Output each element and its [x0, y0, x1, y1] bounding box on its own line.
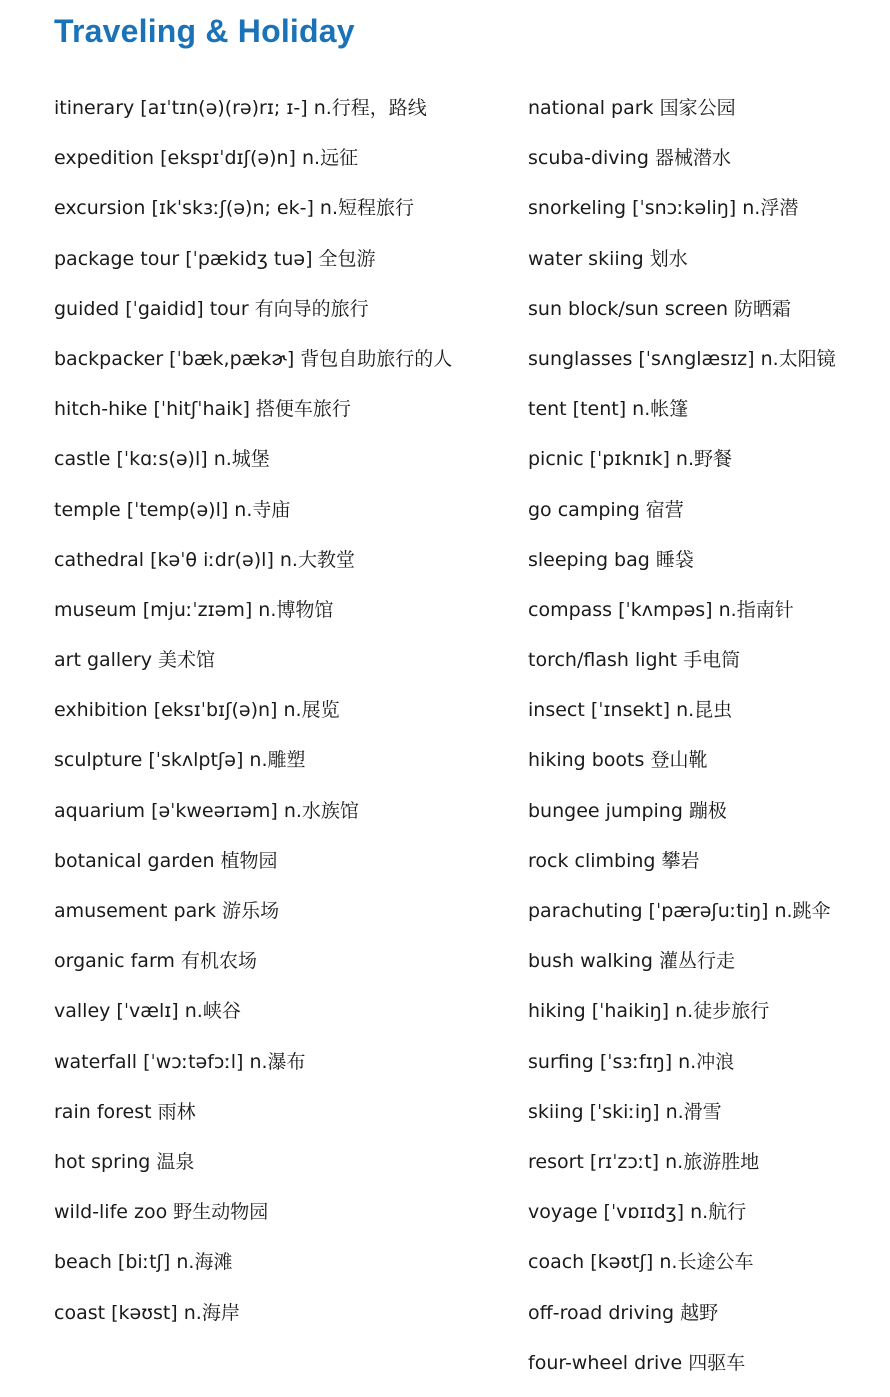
vocabulary-entry: package tour [ˈpækidʒ tuə] 全包游: [54, 247, 376, 270]
vocabulary-entry: hiking boots 登山靴: [528, 749, 708, 772]
vocabulary-list-left: [54, 92, 494, 1347]
vocabulary-entry: sun block/sun screen 防晒霜: [528, 297, 792, 320]
vocabulary-entry: go camping 宿营: [528, 498, 684, 521]
vocabulary-entry: guided [ˈgaidid] tour 有向导的旅行: [54, 297, 369, 320]
vocabulary-entry: resort [rɪˈzɔːt] n.旅游胜地: [528, 1150, 760, 1173]
vocabulary-entry: castle [ˈkɑːs(ə)l] n.城堡: [54, 448, 270, 471]
vocabulary-entry: sculpture [ˈskʌlptʃə] n.雕塑: [54, 749, 306, 772]
vocabulary-entry: national park 国家公园: [528, 97, 736, 119]
vocabulary-entry: sunglasses [ˈsʌnglæsɪz] n.太阳镜: [528, 347, 836, 370]
vocabulary-entry: valley [ˈvælɪ] n.峡谷: [54, 1000, 241, 1023]
vocabulary-entry: hiking [ˈhaikiŋ] n.徒步旅行: [528, 1000, 770, 1023]
vocabulary-entry: compass [ˈkʌmpəs] n.指南针: [528, 598, 794, 621]
vocabulary-entry: expedition [ekspɪˈdɪʃ(ə)n] n.远征: [54, 147, 359, 170]
vocabulary-entry: water skiing 划水: [528, 247, 688, 270]
vocabulary-entry: beach [biːtʃ] n.海滩: [54, 1251, 233, 1274]
vocabulary-entry: temple [ˈtemp(ə)l] n.寺庙: [54, 498, 291, 521]
vocabulary-entry: surfing [ˈsɜːfɪŋ] n.冲浪: [528, 1050, 735, 1073]
vocabulary-entry: backpacker [ˈbæk,pækɚ] 背包自助旅行的人: [54, 347, 453, 370]
vocabulary-entry: waterfall [ˈwɔːtəfɔːl] n.瀑布: [54, 1050, 306, 1073]
vocabulary-entry: exhibition [eksɪˈbɪʃ(ə)n] n.展览: [54, 699, 340, 722]
vocabulary-entry: hot spring 温泉: [54, 1150, 195, 1173]
vocabulary-entry: wild-life zoo 野生动物园: [54, 1201, 269, 1224]
vocabulary-entry: picnic [ˈpɪknɪk] n.野餐: [528, 448, 732, 471]
vocabulary-entry: torch/flash light 手电筒: [528, 649, 741, 672]
vocabulary-entry: botanical garden 植物园: [54, 849, 278, 872]
vocabulary-entry: organic farm 有机农场: [54, 950, 257, 973]
vocabulary-entry: rain forest 雨林: [54, 1100, 196, 1123]
vocabulary-entry: hitch-hike [ˈhitʃˈhaik] 搭便车旅行: [54, 398, 351, 421]
vocabulary-entry: bush walking 灌丛行走: [528, 950, 735, 973]
vocabulary-entry: excursion [ɪkˈskɜːʃ(ə)n; ek-] n.短程旅行: [54, 197, 415, 220]
vocabulary-entry: cathedral [kəˈθ iːdr(ə)l] n.大教堂: [54, 548, 355, 571]
vocabulary-entry: off-road driving 越野: [528, 1301, 719, 1324]
vocabulary-entry: museum [mjuːˈzɪəm] n.博物馆: [54, 598, 334, 621]
vocabulary-entry: amusement park 游乐场: [54, 900, 280, 922]
vocabulary-list-right: [528, 92, 878, 1397]
vocabulary-entry: coast [kəʊst] n.海岸: [54, 1301, 240, 1324]
vocabulary-entry: parachuting [ˈpærəʃuːtiŋ] n.跳伞: [528, 900, 831, 922]
vocabulary-entry: tent [tent] n.帐篷: [528, 398, 689, 421]
vocabulary-entry: skiing [ˈskiːiŋ] n.滑雪: [528, 1100, 722, 1123]
vocabulary-entry: voyage [ˈvɒɪɪdʒ] n.航行: [528, 1201, 747, 1224]
vocabulary-entry: insect [ˈɪnsekt] n.昆虫: [528, 699, 733, 722]
vocabulary-entry: rock climbing 攀岩: [528, 849, 700, 872]
vocabulary-entry: sleeping bag 睡袋: [528, 548, 694, 571]
vocabulary-entry: aquarium [əˈkweərɪəm] n.水族馆: [54, 799, 359, 822]
page-title: Traveling & Holiday: [54, 13, 355, 49]
vocabulary-entry: itinerary [aɪˈtɪn(ə)(rə)rɪ; ɪ-] n.行程，路线: [54, 97, 427, 119]
vocabulary-entry: snorkeling [ˈsnɔːkəliŋ] n.浮潜: [528, 197, 799, 220]
vocabulary-entry: coach [kəʊtʃ] n.长途公车: [528, 1251, 754, 1274]
vocabulary-entry: art gallery 美术馆: [54, 649, 215, 672]
vocabulary-entry: bungee jumping 蹦极: [528, 799, 727, 822]
vocabulary-entry: four-wheel drive 四驱车: [528, 1351, 746, 1374]
vocabulary-entry: scuba-diving 器械潜水: [528, 147, 731, 170]
